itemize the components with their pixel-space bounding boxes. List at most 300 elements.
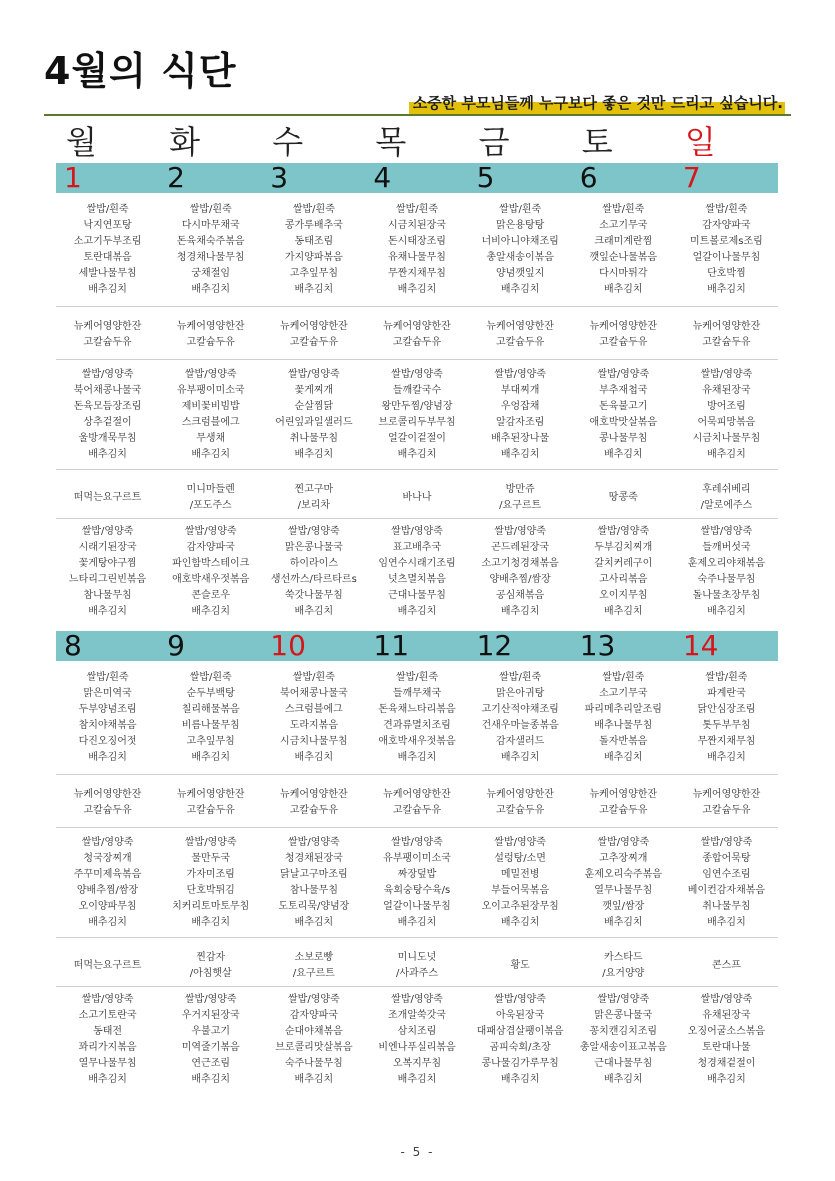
- menu-item: 돌자반볶음: [599, 736, 648, 747]
- menu-item: 닭날고구마조림: [280, 869, 348, 880]
- menu-item: 쌀밥/흰죽: [395, 672, 438, 683]
- menu-item: 어묵피망볶음: [697, 417, 756, 428]
- meal-cell: [675, 986, 778, 1094]
- menu-item: 도토리묵/양념장: [278, 901, 350, 912]
- menu-item: 소고기무국: [599, 688, 648, 699]
- meal-cell: [365, 365, 468, 465]
- meal-cell: [365, 986, 468, 1094]
- meal-cell: [262, 313, 365, 357]
- slogan-banner: 소중한 부모님들께 누구보다 좋은 것만 드리고 싶습니다.: [409, 92, 785, 114]
- weekday-sun: 일: [684, 123, 716, 161]
- menu-item: 쌀밥/흰죽: [292, 204, 335, 215]
- menu-item: 쌀밥/흰죽: [189, 204, 232, 215]
- menu-item: 고칼슘두유: [392, 805, 442, 816]
- meal-cell: [469, 781, 572, 825]
- meal-cell: [675, 781, 778, 825]
- weekday-thu: 목: [375, 123, 407, 161]
- menu-item: 쌀밥/영양죽: [288, 526, 340, 537]
- menu-item: 감자양파국: [289, 1010, 338, 1021]
- menu-item: 고칼슘두유: [495, 805, 545, 816]
- menu-item: 스크럼블에그: [181, 417, 240, 428]
- menu-item: /보리차: [297, 500, 331, 511]
- menu-item: 방어조림: [707, 401, 746, 412]
- menu-item: 맑은미역국: [83, 688, 132, 699]
- menu-item: 콩나물무침: [599, 433, 648, 444]
- menu-item: 배추김치: [294, 449, 334, 460]
- menu-item: 쌀밥/흰죽: [395, 204, 438, 215]
- menu-item: 고기산적야채조림: [481, 704, 559, 715]
- date-number: 6: [579, 161, 598, 194]
- meal-cell: [56, 200, 159, 300]
- date-number: 8: [64, 629, 82, 662]
- menu-item: 배추김치: [88, 1074, 127, 1085]
- meal-cell: [262, 833, 365, 933]
- menu-item: 콘슬로우: [191, 590, 231, 601]
- menu-item: 배추김치: [397, 284, 437, 295]
- section-divider: [56, 359, 778, 360]
- menu-item: 동태조림: [294, 236, 334, 247]
- menu-item: 쌀밥/영양죽: [700, 837, 753, 848]
- menu-item: 오이양파무침: [78, 901, 137, 912]
- menu-item: 임연수시래기조림: [378, 558, 456, 569]
- meal-cell: [572, 944, 675, 988]
- menu-item: 건새우마늘종볶음: [481, 720, 559, 731]
- meal-cell: [365, 781, 468, 825]
- meal-cell: [675, 200, 778, 300]
- menu-item: 배추김치: [191, 917, 231, 928]
- menu-item: 떠먹는요구르트: [73, 960, 142, 971]
- meal-cell: [365, 200, 468, 300]
- menu-item: 황도: [510, 960, 530, 971]
- menu-item: 뉴케어영양한잔: [486, 789, 554, 800]
- section-divider: [56, 774, 778, 775]
- menu-item: 상추겉절이: [83, 417, 132, 428]
- menu-item: 쌀밥/영양죽: [494, 369, 546, 380]
- menu-item: 소고기두부조림: [73, 236, 142, 247]
- menu-item: 배추김치: [500, 449, 540, 460]
- menu-item: 쌀밥/영양죽: [597, 526, 650, 537]
- menu-item: 청경채나물무침: [176, 252, 245, 263]
- menu-item: 배추김치: [707, 606, 746, 617]
- menu-item: 배추김치: [191, 606, 231, 617]
- section-divider: [56, 827, 778, 828]
- menu-item: 종합어묵탕: [702, 853, 751, 864]
- meal-cell: [572, 986, 675, 1094]
- date-number: 11: [373, 629, 410, 662]
- meal-cell: [159, 944, 262, 988]
- menu-item: 청국장찌개: [83, 853, 132, 864]
- meal-cell: [469, 668, 572, 768]
- meal-row-breakfast: [56, 200, 778, 300]
- menu-item: 들깨칼국수: [392, 385, 442, 396]
- menu-item: 쌀밥/영양죽: [391, 526, 443, 537]
- date-number: 10: [270, 629, 306, 662]
- menu-item: 감자샐러드: [495, 736, 545, 747]
- menu-item: 돈육채느타리볶음: [378, 704, 456, 715]
- meal-row-snack-am: [56, 313, 778, 357]
- menu-item: 부대찌개: [500, 385, 540, 396]
- menu-item: 무짠지채무침: [697, 736, 756, 747]
- menu-item: 근대나물무침: [388, 590, 446, 601]
- meal-cell: [675, 833, 778, 933]
- menu-item: 애호박새우젓볶음: [378, 736, 456, 747]
- menu-item: 너비아니야채조림: [481, 236, 559, 247]
- meal-row-snack-pm: [56, 476, 778, 520]
- menu-item: 유채된장국: [702, 1010, 751, 1021]
- menu-item: 쌀밥/영양죽: [81, 369, 134, 380]
- menu-item: 뉴케어영양한잔: [692, 321, 761, 332]
- meal-cell: [572, 833, 675, 933]
- meal-cell: [469, 518, 572, 626]
- menu-item: 바나나: [402, 492, 432, 503]
- menu-item: 쌀밥/영양죽: [597, 837, 650, 848]
- meal-cell: [159, 986, 262, 1094]
- menu-item: 배추나물무침: [594, 720, 653, 731]
- menu-item: 감자양파국: [702, 220, 751, 231]
- menu-item: 우엉잡채: [500, 401, 540, 412]
- meal-cell: [56, 833, 159, 933]
- menu-item: 뉴케어영양한잔: [73, 321, 142, 332]
- menu-item: 꽈리가지볶음: [78, 1042, 137, 1053]
- meal-cell: [469, 313, 572, 357]
- menu-item: 시래기된장국: [78, 542, 137, 553]
- weekday-fri: 금: [478, 123, 510, 161]
- menu-item: 고칼슘두유: [83, 805, 132, 816]
- menu-item: 어린잎과일샐러드: [275, 417, 353, 428]
- meal-cell: [159, 365, 262, 465]
- menu-item: 미니마들렌: [186, 484, 235, 495]
- meal-cell: [572, 668, 675, 768]
- menu-item: 울방개묵무침: [78, 433, 137, 444]
- weekday-mon: 월: [66, 123, 97, 161]
- meal-row-snack-am: [56, 781, 778, 825]
- menu-item: 배추김치: [88, 917, 127, 928]
- menu-item: 동태전: [93, 1026, 123, 1037]
- meal-cell: [262, 986, 365, 1094]
- menu-item: 배추김치: [707, 449, 746, 460]
- menu-item: 깻잎순나물볶음: [589, 252, 658, 263]
- menu-item: 배추김치: [603, 752, 643, 763]
- menu-item: 배추김치: [294, 606, 334, 617]
- meal-cell: [365, 944, 468, 988]
- menu-item: 돈육모듬장조림: [73, 401, 142, 412]
- menu-item: 고추장찌개: [599, 853, 648, 864]
- menu-item: 공심채볶음: [495, 590, 545, 601]
- date-number: 1: [64, 161, 82, 194]
- menu-item: 고칼슘두유: [495, 337, 545, 348]
- menu-item: 꽃게찌개: [294, 385, 334, 396]
- meal-cell: [56, 365, 159, 465]
- meal-cell: [572, 365, 675, 465]
- menu-item: 쌀밥/영양죽: [81, 837, 134, 848]
- menu-item: /요구르트: [499, 500, 542, 511]
- menu-item: /요거양양: [602, 968, 645, 979]
- meal-row-dinner: [56, 986, 778, 1094]
- menu-item: 쌀밥/영양죽: [288, 369, 340, 380]
- menu-item: 배추김치: [294, 752, 334, 763]
- menu-item: 치커리토마토무침: [172, 901, 250, 912]
- menu-item: 쌀밥/흰죽: [602, 672, 645, 683]
- menu-item: 고칼슘두유: [392, 337, 442, 348]
- menu-item: 순살찜닭: [294, 401, 334, 412]
- menu-item: 배추김치: [707, 284, 746, 295]
- menu-item: 배추김치: [603, 1074, 643, 1085]
- menu-item: 쌀밥/흰죽: [499, 204, 542, 215]
- menu-item: 육회숭탕수육/s: [383, 885, 451, 896]
- menu-item: 파리메추리알조림: [584, 704, 662, 715]
- menu-item: 짜장덮밥: [397, 869, 437, 880]
- menu-item: 뉴케어영양한잔: [383, 789, 451, 800]
- menu-item: 쌀밥/영양죽: [700, 369, 753, 380]
- meal-cell: [469, 365, 572, 465]
- meal-cell: [262, 200, 365, 300]
- menu-item: 들깨무채국: [392, 688, 442, 699]
- menu-item: /요구르트: [292, 968, 335, 979]
- menu-item: 감자양파국: [186, 542, 235, 553]
- menu-item: 맑은콩나물국: [594, 1010, 653, 1021]
- menu-item: 양념깻잎지: [495, 268, 545, 279]
- menu-item: 다진오징어젓: [78, 736, 137, 747]
- menu-item: 콘스프: [711, 960, 741, 971]
- menu-item: 소고기무국: [599, 220, 648, 231]
- menu-item: 열무나물무침: [594, 885, 653, 896]
- menu-item: 근대나물무침: [594, 1058, 653, 1069]
- meal-cell: [675, 944, 778, 988]
- menu-item: 배추김치: [294, 1074, 334, 1085]
- menu-item: 뉴케어영양한잔: [589, 789, 658, 800]
- menu-item: 뉴케어영양한잔: [692, 789, 761, 800]
- menu-item: 쌀밥/흰죽: [292, 672, 335, 683]
- menu-item: 배추김치: [397, 917, 437, 928]
- menu-item: 갈치커레구이: [594, 558, 653, 569]
- menu-item: 쌀밥/영양죽: [184, 994, 237, 1005]
- menu-item: 배추김치: [707, 917, 746, 928]
- menu-item: 삼치조림: [397, 1026, 437, 1037]
- date-number: 14: [682, 629, 719, 662]
- page-title: 4월의 식단: [44, 49, 237, 93]
- menu-item: /사과주스: [395, 968, 438, 979]
- menu-item: 쌀밥/영양죽: [391, 994, 443, 1005]
- menu-item: 배추김치: [88, 284, 127, 295]
- menu-item: 오징어굴소스볶음: [687, 1026, 766, 1037]
- menu-item: 견과류멸치조림: [383, 720, 451, 731]
- menu-item: 다시마튀각: [599, 268, 648, 279]
- menu-item: 배추김치: [500, 606, 540, 617]
- meal-row-snack-pm: [56, 944, 778, 988]
- menu-item: 배추김치: [500, 917, 540, 928]
- meal-cell: [572, 313, 675, 357]
- menu-item: 쌀밥/흰죽: [705, 204, 748, 215]
- menu-item: 숙주나물무침: [697, 574, 756, 585]
- meal-cell: [365, 518, 468, 626]
- meal-cell: [159, 518, 262, 626]
- menu-item: 왕만두찜/양념장: [381, 401, 453, 412]
- menu-item: 주꾸미제육볶음: [73, 869, 142, 880]
- date-number: 7: [682, 161, 701, 194]
- menu-item: 넛츠멸치볶음: [388, 574, 446, 585]
- menu-item: 꽁치캔김치조림: [589, 1026, 658, 1037]
- menu-item: 배추김치: [294, 917, 334, 928]
- menu-item: 우불고기: [191, 1026, 231, 1037]
- section-divider: [56, 518, 778, 519]
- date-number: 3: [270, 161, 289, 194]
- menu-item: 얼갈이겉절이: [388, 433, 446, 444]
- meal-cell: [56, 518, 159, 626]
- menu-item: 뉴케어영양한잔: [176, 789, 245, 800]
- menu-item: 고칼슘두유: [599, 805, 648, 816]
- menu-item: 방만쥬: [505, 484, 535, 495]
- date-bar: [56, 631, 778, 661]
- menu-item: 쌀밥/흰죽: [86, 204, 129, 215]
- menu-item: 베이컨감자채볶음: [687, 885, 766, 896]
- menu-item: 애호박맛살볶음: [589, 417, 658, 428]
- menu-item: 오복지무침: [392, 1058, 442, 1069]
- menu-item: 브로콜리맛살볶음: [275, 1042, 353, 1053]
- menu-item: 쌀밥/영양죽: [700, 994, 753, 1005]
- menu-item: 고칼슘두유: [83, 337, 132, 348]
- section-divider: [56, 937, 778, 938]
- menu-item: 배추김치: [500, 752, 540, 763]
- menu-item: 참나물무침: [83, 590, 132, 601]
- meal-cell: [469, 476, 572, 520]
- menu-item: 톳두부무침: [702, 720, 751, 731]
- menu-item: 스크럼블에그: [284, 704, 343, 715]
- menu-item: 대패삼겹살팽이볶음: [476, 1026, 564, 1037]
- menu-item: 메밀전병: [500, 869, 540, 880]
- menu-item: 배추김치: [603, 449, 643, 460]
- meal-cell: [56, 986, 159, 1094]
- menu-item: 토란대볶음: [83, 252, 132, 263]
- menu-item: 배추김치: [707, 1074, 746, 1085]
- menu-item: 뉴케어영양한잔: [73, 789, 142, 800]
- menu-item: 배추김치: [191, 284, 231, 295]
- menu-item: 배추김치: [500, 1074, 540, 1085]
- meal-cell: [572, 200, 675, 300]
- menu-item: 쌀밥/영양죽: [81, 994, 134, 1005]
- menu-item: 훈제오리야채볶음: [687, 558, 766, 569]
- menu-item: 쌀밥/영양죽: [391, 369, 443, 380]
- meal-cell: [56, 944, 159, 988]
- menu-item: 오이지무침: [599, 590, 648, 601]
- menu-item: 쌀밥/영양죽: [494, 994, 546, 1005]
- weekday-tue: 화: [169, 123, 201, 161]
- menu-item: 설렁탕/소면: [494, 853, 546, 864]
- menu-item: 생선까스/타르타르s: [270, 574, 357, 585]
- menu-item: 취나물무침: [289, 433, 338, 444]
- date-number: 2: [167, 161, 185, 194]
- menu-item: 토란대나물: [702, 1042, 751, 1053]
- menu-item: 맑은용탕탕: [495, 220, 545, 231]
- menu-item: 고칼슘두유: [702, 805, 751, 816]
- menu-item: 고칼슘두유: [702, 337, 751, 348]
- menu-item: 낙지연포탕: [83, 220, 132, 231]
- menu-item: 고칼슘두유: [289, 337, 338, 348]
- menu-item: 아욱된장국: [495, 1010, 545, 1021]
- menu-item: 크래미계란찜: [594, 236, 653, 247]
- section-divider: [56, 469, 778, 470]
- meal-cell: [262, 944, 365, 988]
- meal-row-lunch: [56, 365, 778, 465]
- meal-cell: [262, 781, 365, 825]
- menu-item: 뉴케어영양한잔: [280, 789, 348, 800]
- meal-cell: [159, 668, 262, 768]
- menu-item: 배추김치: [397, 752, 437, 763]
- menu-item: 쌀밥/영양죽: [700, 526, 753, 537]
- meal-row-lunch: [56, 833, 778, 933]
- menu-item: 총알새송이볶음: [486, 252, 554, 263]
- meal-cell: [675, 313, 778, 357]
- menu-item: 깻잎/쌈장: [602, 901, 645, 912]
- meal-cell: [262, 518, 365, 626]
- meal-cell: [675, 668, 778, 768]
- menu-item: 찐감자: [196, 952, 226, 963]
- menu-item: 임연수조림: [702, 869, 751, 880]
- menu-item: 파계란국: [707, 688, 746, 699]
- menu-item: 꽃게탕야구찜: [78, 558, 137, 569]
- menu-item: 쌀밥/영양죽: [597, 369, 650, 380]
- menu-item: 청경채된장국: [284, 853, 343, 864]
- menu-item: 카스타드: [603, 952, 643, 963]
- menu-item: 유부팽이미소국: [176, 385, 245, 396]
- meal-cell: [572, 781, 675, 825]
- menu-item: 떠먹는요구르트: [73, 492, 142, 503]
- menu-item: 배추김치: [707, 752, 746, 763]
- meal-cell: [159, 833, 262, 933]
- menu-item: 브로콜리두부무침: [378, 417, 456, 428]
- weekday-wed: 수: [272, 123, 304, 161]
- menu-item: 쌀밥/흰죽: [499, 672, 542, 683]
- menu-item: 참치야채볶음: [78, 720, 137, 731]
- menu-item: 들깨버섯국: [702, 542, 751, 553]
- menu-item: 배추김치: [191, 449, 231, 460]
- menu-item: 쌀밥/흰죽: [189, 672, 232, 683]
- menu-item: 유채나물무침: [388, 252, 446, 263]
- menu-item: 돈시태장조림: [388, 236, 446, 247]
- menu-item: 뉴케어영양한잔: [486, 321, 554, 332]
- menu-item: 곤드레된장국: [491, 542, 550, 553]
- menu-item: 쌀밥/영양죽: [184, 526, 237, 537]
- menu-item: 배추김치: [603, 606, 643, 617]
- menu-item: 얼갈이나물무침: [383, 901, 451, 912]
- meal-cell: [56, 668, 159, 768]
- menu-item: 하이라이스: [289, 558, 338, 569]
- menu-item: 배추김치: [397, 449, 437, 460]
- menu-item: 시금치나물무침: [280, 736, 348, 747]
- menu-item: 유채된장국: [702, 385, 751, 396]
- menu-item: 세발나물무침: [78, 268, 137, 279]
- menu-item: 오이고추된장무침: [481, 901, 559, 912]
- menu-item: 양배추찜/쌈장: [489, 574, 551, 585]
- menu-item: 제비꽃비빔밥: [181, 401, 240, 412]
- menu-item: 가자미조림: [186, 869, 235, 880]
- menu-item: 찐고구마: [294, 484, 334, 495]
- menu-item: 궁채절임: [191, 268, 231, 279]
- menu-item: 고칼슘두유: [186, 805, 235, 816]
- menu-item: 배추김치: [397, 606, 437, 617]
- menu-item: 뉴케어영양한잔: [383, 321, 451, 332]
- menu-item: /알로에주스: [700, 500, 753, 511]
- date-number: 5: [476, 161, 495, 194]
- menu-item: 북어채콩나물국: [73, 385, 142, 396]
- weekday-sat: 토: [581, 123, 613, 161]
- menu-item: 청경채겉절이: [697, 1058, 756, 1069]
- menu-item: 부추재첩국: [599, 385, 648, 396]
- date-bar: [56, 163, 778, 193]
- meal-cell: [56, 476, 159, 520]
- menu-item: 시금치된장국: [388, 220, 446, 231]
- menu-item: 부들어묵볶음: [491, 885, 550, 896]
- menu-item: 단호박찜: [707, 268, 746, 279]
